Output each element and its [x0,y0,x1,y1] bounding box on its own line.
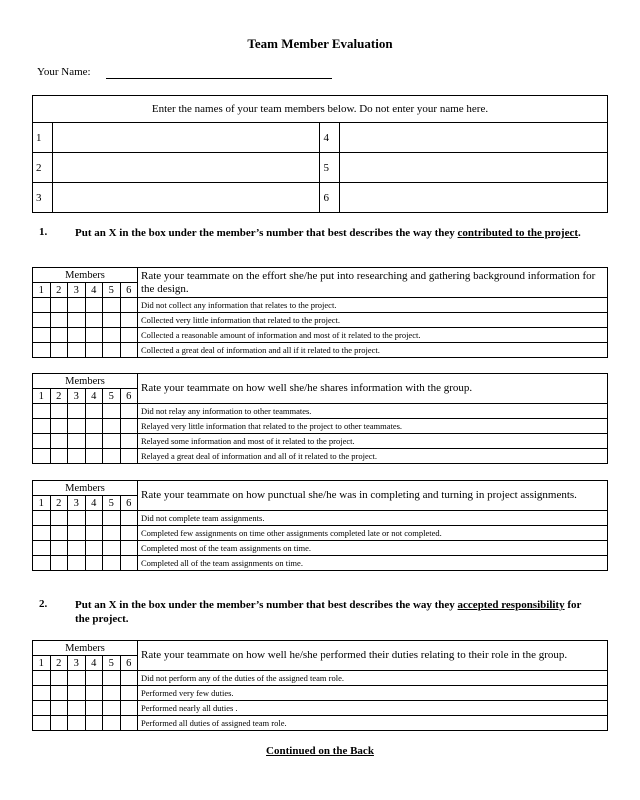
rating-checkbox[interactable] [103,671,121,686]
rating-checkbox[interactable] [68,541,86,556]
rating-checkbox[interactable] [85,449,103,464]
rating-checkbox[interactable] [120,298,138,313]
rating-option: Performed very few duties. [138,686,608,701]
rating-checkbox[interactable] [85,701,103,716]
rating-checkbox[interactable] [85,526,103,541]
rating-checkbox[interactable] [103,449,121,464]
rating-option: Collected very little information that related to the project. [138,313,608,328]
rating-checkbox[interactable] [120,541,138,556]
rating-checkbox[interactable] [103,701,121,716]
rating-checkbox[interactable] [50,671,68,686]
rating-checkbox[interactable] [50,541,68,556]
member-number: 5 [320,153,340,183]
member-column-number: 1 [33,656,51,671]
rating-checkbox[interactable] [85,404,103,419]
member-column-number: 4 [85,283,103,298]
member-name-field-2[interactable] [53,153,320,183]
rating-checkbox[interactable] [85,419,103,434]
rating-checkbox[interactable] [33,343,51,358]
rating-checkbox[interactable] [68,449,86,464]
rating-checkbox[interactable] [103,526,121,541]
rating-table-4 [32,640,608,731]
rating-checkbox[interactable] [33,511,51,526]
rating-checkbox[interactable] [103,434,121,449]
rating-prompt: Rate your teammate on how well she/he shares information with the group. [138,374,608,404]
rating-checkbox[interactable] [33,298,51,313]
rating-checkbox[interactable] [120,419,138,434]
rating-checkbox[interactable] [120,434,138,449]
rating-checkbox[interactable] [120,686,138,701]
rating-checkbox[interactable] [85,328,103,343]
rating-checkbox[interactable] [33,313,51,328]
rating-checkbox[interactable] [103,343,121,358]
team-names-table [32,95,608,213]
rating-checkbox[interactable] [103,511,121,526]
rating-option: Completed most of the team assignments on time. [138,541,608,556]
rating-option: Completed few assignments on time other assignments completed late or not completed. [138,526,608,541]
rating-checkbox[interactable] [50,556,68,571]
rating-checkbox[interactable] [103,298,121,313]
rating-option: Collected a reasonable amount of information and most of it related to the project. [138,328,608,343]
rating-checkbox[interactable] [68,313,86,328]
member-column-number: 1 [33,389,51,404]
rating-checkbox[interactable] [68,434,86,449]
rating-option: Did not collect any information that relates to the project. [138,298,608,313]
rating-checkbox[interactable] [68,511,86,526]
rating-option: Did not complete team assignments. [138,511,608,526]
rating-checkbox[interactable] [103,686,121,701]
rating-checkbox[interactable] [120,449,138,464]
rating-checkbox[interactable] [50,526,68,541]
rating-option: Performed all duties of assigned team role. [138,716,608,731]
rating-checkbox[interactable] [85,313,103,328]
rating-checkbox[interactable] [50,511,68,526]
rating-checkbox[interactable] [50,298,68,313]
rating-checkbox[interactable] [68,686,86,701]
rating-checkbox[interactable] [50,716,68,731]
rating-option: Did not relay any information to other teammates. [138,404,608,419]
rating-checkbox[interactable] [85,343,103,358]
member-name-field-6[interactable] [340,183,608,213]
member-number: 4 [320,123,340,153]
rating-option: Relayed very little information that related to the project to other teammates. [138,419,608,434]
rating-checkbox[interactable] [103,313,121,328]
rating-checkbox[interactable] [50,343,68,358]
rating-checkbox[interactable] [33,404,51,419]
continued-note: Continued on the Back [266,745,374,757]
rating-checkbox[interactable] [68,671,86,686]
rating-checkbox[interactable] [120,328,138,343]
question-number: 2. [39,598,48,610]
rating-checkbox[interactable] [85,511,103,526]
rating-checkbox[interactable] [85,556,103,571]
rating-checkbox[interactable] [120,671,138,686]
rating-prompt: Rate your teammate on how punctual she/he was in completing and turning in project assignments. [138,481,608,511]
rating-checkbox[interactable] [85,434,103,449]
rating-checkbox[interactable] [68,298,86,313]
rating-checkbox[interactable] [85,541,103,556]
rating-option: Completed all of the team assignments on time. [138,556,608,571]
rating-checkbox[interactable] [50,404,68,419]
rating-checkbox[interactable] [103,541,121,556]
your-name-label: Your Name: [37,66,91,78]
member-column-number: 6 [120,496,138,511]
member-name-field-4[interactable] [340,123,608,153]
rating-checkbox[interactable] [33,434,51,449]
rating-checkbox[interactable] [68,419,86,434]
rating-checkbox[interactable] [50,419,68,434]
rating-checkbox[interactable] [103,556,121,571]
rating-checkbox[interactable] [33,449,51,464]
rating-checkbox[interactable] [103,419,121,434]
rating-table-3 [32,480,608,571]
rating-checkbox[interactable] [50,313,68,328]
member-column-number: 1 [33,496,51,511]
rating-checkbox[interactable] [50,701,68,716]
members-header: Members [33,268,138,283]
member-column-number: 3 [68,496,86,511]
member-column-number: 6 [120,656,138,671]
member-column-number: 6 [120,389,138,404]
rating-checkbox[interactable] [50,686,68,701]
rating-option: Relayed a great deal of information and all of it related to the project. [138,449,608,464]
rating-option: Did not perform any of the duties of the assigned team role. [138,671,608,686]
member-column-number: 5 [103,389,121,404]
rating-prompt: Rate your teammate on the effort she/he put into researching and gathering background information for the design. [138,268,608,298]
question-number: 1. [39,226,48,238]
rating-checkbox[interactable] [33,526,51,541]
rating-checkbox[interactable] [103,404,121,419]
member-column-number: 2 [50,389,68,404]
rating-checkbox[interactable] [33,716,51,731]
rating-checkbox[interactable] [33,541,51,556]
member-number: 2 [33,153,53,183]
members-header: Members [33,374,138,389]
member-column-number: 5 [103,283,121,298]
member-column-number: 1 [33,283,51,298]
member-column-number: 6 [120,283,138,298]
rating-checkbox[interactable] [120,404,138,419]
members-header: Members [33,641,138,656]
rating-checkbox[interactable] [103,716,121,731]
rating-table-2 [32,373,608,464]
rating-checkbox[interactable] [120,526,138,541]
rating-option: Relayed some information and most of it related to the project. [138,434,608,449]
member-column-number: 4 [85,496,103,511]
member-column-number: 5 [103,496,121,511]
member-column-number: 3 [68,389,86,404]
rating-checkbox[interactable] [68,526,86,541]
member-column-number: 3 [68,283,86,298]
team-names-header: Enter the names of your team members below. Do not enter your name here. [33,96,608,123]
members-header: Members [33,481,138,496]
rating-option: Performed nearly all duties . [138,701,608,716]
member-number: 3 [33,183,53,213]
rating-checkbox[interactable] [85,671,103,686]
rating-checkbox[interactable] [120,313,138,328]
rating-checkbox[interactable] [120,716,138,731]
rating-prompt: Rate your teammate on how well he/she performed their duties relating to their role in the group. [138,641,608,671]
your-name-field[interactable] [106,78,332,79]
member-column-number: 5 [103,656,121,671]
member-number: 1 [33,123,53,153]
rating-checkbox[interactable] [68,556,86,571]
rating-checkbox[interactable] [33,671,51,686]
member-column-number: 2 [50,496,68,511]
rating-checkbox[interactable] [33,556,51,571]
member-column-number: 2 [50,656,68,671]
rating-checkbox[interactable] [33,701,51,716]
member-column-number: 2 [50,283,68,298]
member-number: 6 [320,183,340,213]
member-column-number: 4 [85,389,103,404]
rating-checkbox[interactable] [85,686,103,701]
rating-checkbox[interactable] [68,343,86,358]
member-name-field-1[interactable] [53,123,320,153]
rating-checkbox[interactable] [120,343,138,358]
page-title: Team Member Evaluation [247,36,393,51]
member-column-number: 4 [85,656,103,671]
member-name-field-5[interactable] [340,153,608,183]
rating-checkbox[interactable] [68,404,86,419]
question-text: Put an X in the box under the member’s number that best describes the way they contributed to the project. [75,227,581,239]
member-column-number: 3 [68,656,86,671]
rating-checkbox[interactable] [33,419,51,434]
rating-option: Collected a great deal of information and all if it related to the project. [138,343,608,358]
rating-checkbox[interactable] [50,449,68,464]
rating-checkbox[interactable] [85,716,103,731]
rating-checkbox[interactable] [103,328,121,343]
rating-checkbox[interactable] [33,328,51,343]
rating-checkbox[interactable] [85,298,103,313]
rating-checkbox[interactable] [33,686,51,701]
rating-checkbox[interactable] [68,701,86,716]
rating-checkbox[interactable] [120,511,138,526]
rating-checkbox[interactable] [120,701,138,716]
rating-checkbox[interactable] [50,328,68,343]
rating-checkbox[interactable] [50,434,68,449]
rating-checkbox[interactable] [120,556,138,571]
rating-checkbox[interactable] [68,716,86,731]
rating-checkbox[interactable] [68,328,86,343]
member-name-field-3[interactable] [53,183,320,213]
rating-table-1 [32,267,608,358]
question-text: Put an X in the box under the member’s number that best describes the way they accepted responsibility for the project. [75,599,582,625]
